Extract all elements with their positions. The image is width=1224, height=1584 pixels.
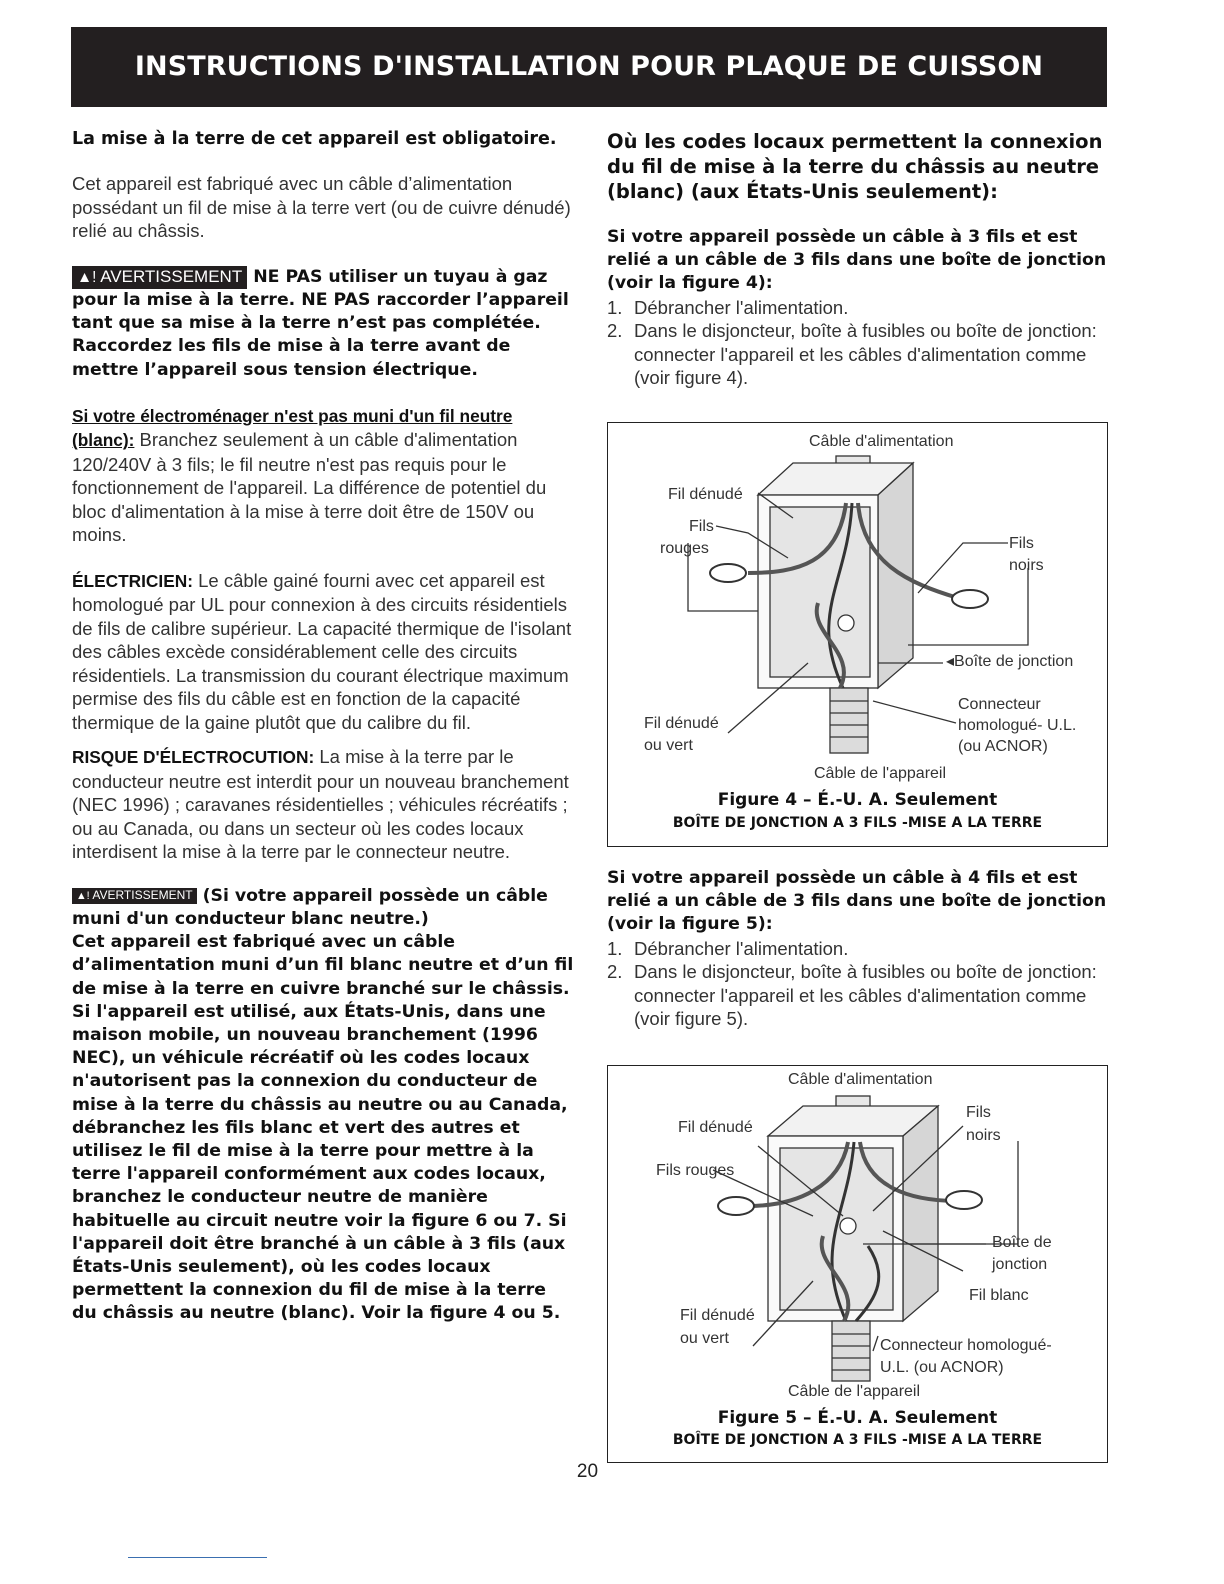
right-heading: Où les codes locaux permettent la connexion du fil de mise à la terre du châssis au neutre (blanc) (aux États-Unis seulement): <box>607 130 1103 203</box>
grounding-required: La mise à la terre de cet appareil est obligatoire. <box>72 129 557 149</box>
label-appliance-cable: Câble de l'appareil <box>788 1383 921 1400</box>
label-power-cable: Câble d'alimentation <box>809 433 954 450</box>
label-black-wires: Fils <box>1009 535 1034 552</box>
figure-4-caption: Figure 4 – É.-U. A. Seulement <box>717 790 998 810</box>
label-power-cable: Câble d'alimentation <box>788 1071 933 1088</box>
cable-description: Cet appareil est fabriqué avec un câble d’alimentation possédant un fil de mise à la terre vert (ou de cuivre dénudé) relié au châssis. <box>72 173 571 242</box>
label-junction-box: ◂Boîte de jonction <box>946 653 1074 670</box>
figure-5-caption: Figure 5 – É.-U. A. Seulement <box>717 1408 998 1428</box>
warning-badge: ▲! AVERTISSEMENT <box>72 266 247 289</box>
page-title: INSTRUCTIONS D'INSTALLATION POUR PLAQUE DE CUISSON ÉLECTRIQUE <box>134 51 1044 162</box>
neutral-wire-paragraph: Si votre électroménager n'est pas muni d'un fil neutre (blanc): Branchez seulement à un câble d'alimentation 120/240V à 3 fils; le fil neutre n'est pas requis pour le fonctionnement de l'appareil. La différence de potentiel du bloc d'alimentation à la mise à terre doit être de 150V ou moins. <box>72 405 547 546</box>
label-bare-wire: Fil dénudé <box>678 1119 753 1136</box>
right-column-section2 <box>607 867 1107 1031</box>
warning-gas-pipe: ▲! AVERTISSEMENT NE PAS utiliser un tuyau à gaz pour la mise à la terre. NE PAS raccorder l’appareil tant que sa mise à la terre n’est pas complétée. Raccordez les fils de mise à la terre avant de mettre l’appareil sous tension électrique. <box>72 266 569 380</box>
electrician-paragraph: ÉLECTRICIEN: Le câble gainé fourni avec cet appareil est homologué par UL pour connexion à des circuits résidentiels de fils de calibre supérieur. La capacité thermique de l'isolant des câbles excède considérablement celle des circuits résidentiels. La transmission du courant électrique maximum permise des fils du câble est en fonction de la capacité thermique de la gaine plutôt que du calibre du fil. <box>72 569 572 733</box>
list-item: 1. Débrancher l'alimentation. <box>607 296 849 318</box>
label-appliance-cable: Câble de l'appareil <box>814 765 947 782</box>
label-connector-2: homologué- U.L. <box>958 717 1077 734</box>
label-bare-or-green: Fil dénudé <box>644 715 719 732</box>
label-bare-or-green: Fil dénudé <box>680 1307 755 1324</box>
section1-title: Si votre appareil possède un câble à 3 fils et est relié a un câble de 3 fils dans une boîte de jonction (voir la figure 4): <box>607 227 1107 294</box>
warning-neutral-head: ▲! AVERTISSEMENT (Si votre appareil possède un câble muni d'un conducteur blanc neutre.) <box>72 885 548 929</box>
list-item: 2. Dans le disjoncteur, boîte à fusibles ou boîte de jonction: connecter l'appareil et les câbles d'alimentation comme (voir figure 5). <box>607 961 1097 1030</box>
label-connector: Connecteur homologué- <box>880 1337 1052 1354</box>
label-connector-2: U.L. (ou ACNOR) <box>880 1359 1004 1376</box>
label-bare-or-green-2: ou vert <box>644 737 693 754</box>
figure-4 <box>607 422 1108 847</box>
warning-triangle-icon: ▲! <box>76 889 90 902</box>
label-black-wires: Fils <box>966 1104 991 1121</box>
label-junction-box-2: jonction <box>992 1256 1048 1273</box>
label-bare-or-green-2: ou vert <box>680 1330 729 1347</box>
label-junction-box: Boîte de <box>992 1234 1052 1251</box>
left-column <box>72 128 574 1326</box>
label-red-wires: Fils rouges <box>656 1162 735 1179</box>
section2-title: Si votre appareil possède un câble à 4 fils et est relié a un câble de 3 fils dans une boîte de jonction (voir la figure 5): <box>607 868 1107 935</box>
figure-4-subcaption: BOÎTE DE JONCTION A 3 FILS -MISE A LA TERRE <box>672 815 1043 831</box>
right-column <box>607 129 1107 390</box>
section1-steps <box>607 296 1107 390</box>
shock-risk-paragraph: RISQUE D'ÉLECTROCUTION: La mise à la terre par le conducteur neutre est interdit pour un nouveau branchement (NEC 1996) ; caravanes résidentielles ; véhicules récréatifs ; ou au Canada, ou dans un secteur où les codes locaux interdisent la mise à la terre par le connecteur neutre. <box>72 746 569 863</box>
list-item: 2. Dans le disjoncteur, boîte à fusibles ou boîte de jonction: connecter l'appareil et les câbles d'alimentation comme (voir figure 4). <box>607 320 1097 389</box>
label-red-wires-2: rouges <box>660 540 709 557</box>
label-black-wires-2: noirs <box>1009 557 1044 574</box>
label-black-wires-2: noirs <box>966 1127 1001 1144</box>
neutral-heading: Si votre électroménager n'est pas muni d'un fil neutre (blanc): <box>72 405 513 451</box>
figure-5 <box>607 1065 1108 1463</box>
footer-rule <box>128 1557 267 1558</box>
label-white-wire: Fil blanc <box>969 1287 1029 1304</box>
warning-triangle-icon: ▲! <box>77 268 97 286</box>
warning-neutral-body: Cet appareil est fabriqué avec un câble d’alimentation muni d’un fil blanc neutre et d’un fil de mise à la terre en cuivre branché sur le châssis. Si l'appareil est utilisé, aux États-Unis, dans une maison mobile, un nouveau branchement (1996 NEC), un véhicule récréatif où les codes locaux n'autorisent pas la connexion du conducteur de mise à la terre du châssis au neutre ou au Canada, débranchez les fils blanc et vert des autres et utilisez le fil de mise à la terre pour mettre à la terre l'appareil conformément aux codes locaux, branchez le conducteur neutre de manière habituelle au circuit neutre voir la figure 6 ou 7. Si l'appareil doit être branché à un câble à 3 fils (aux États-Unis seulement), où les codes locaux permettent la connexion du fil de mise à la terre du châssis au neutre (blanc). Voir la figure 4 ou 5. <box>72 932 574 1324</box>
label-connector-3: (ou ACNOR) <box>958 738 1048 755</box>
list-item: 1. Débrancher l'alimentation. <box>607 937 849 959</box>
label-connector: Connecteur <box>958 696 1041 713</box>
figure-5-subcaption: BOÎTE DE JONCTION A 3 FILS -MISE A LA TERRE <box>672 1432 1043 1448</box>
page-number: 20 <box>576 1461 599 1482</box>
label-red-wires: Fils <box>689 518 714 535</box>
label-bare-wire: Fil dénudé <box>668 486 743 503</box>
section2-steps <box>607 937 1107 1031</box>
warning-badge-small: ▲! AVERTISSEMENT <box>72 888 197 904</box>
